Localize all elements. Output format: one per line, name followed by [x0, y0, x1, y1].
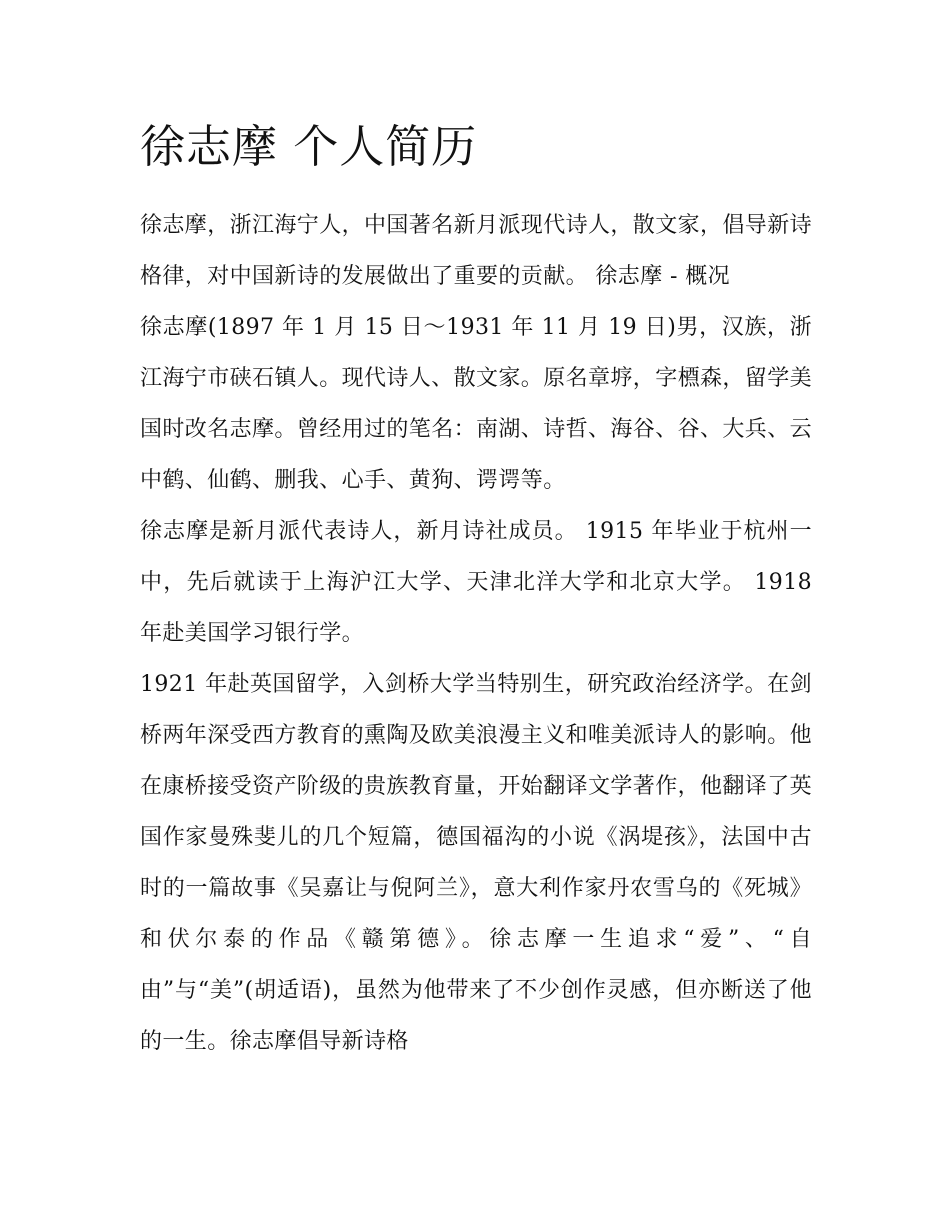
- document-body: [140, 112, 812, 1067]
- paragraph-intro: 徐志摩，浙江海宁人，中国著名新月派现代诗人，散文家，倡导新诗格律，对中国新诗的发展做出了重要的贡献。 徐志摩 - 概况: [140, 213, 813, 289]
- paragraph-biography: 徐志摩(1897 年 1 月 15 日～1931 年 11 月 19 日)男，汉族，浙江海宁市硖石镇人。现代诗人、散文家。原名章垿，字槱森，留学美国时改名志摩。曾经用过的笔名：南湖、诗哲、海谷、谷、大兵、云中鹤、仙鹤、删我、心手、黄狗、谔谔等。: [140, 315, 813, 493]
- paragraph-cambridge: 1921 年赴英国留学，入剑桥大学当特别生，研究政治经济学。在剑桥两年深受西方教育的熏陶及欧美浪漫主义和唯美派诗人的影响。他在康桥接受资产阶级的贵族教育量，开始翻译文学著作，他翻译了英国作家曼殊斐儿的几个短篇，德国福沟的小说《涡堤孩》，法国中古时的一篇故事《吴嘉让与倪阿兰》，意大利作家丹农雪乌的《死城》和伏尔泰的作品《赣第德》。徐志摩一生追求“爱”、“自由”与“美”(胡适语)，虽然为他带来了不少创作灵感，但亦断送了他的一生。徐志摩倡导新诗格: [140, 672, 813, 1054]
- document-title: 徐志摩 个人简历: [140, 120, 478, 173]
- paragraph-education: 徐志摩是新月派代表诗人，新月诗社成员。 1915 年毕业于杭州一中，先后就读于上海沪江大学、天津北洋大学和北京大学。 1918 年赴美国学习银行学。: [140, 519, 812, 646]
